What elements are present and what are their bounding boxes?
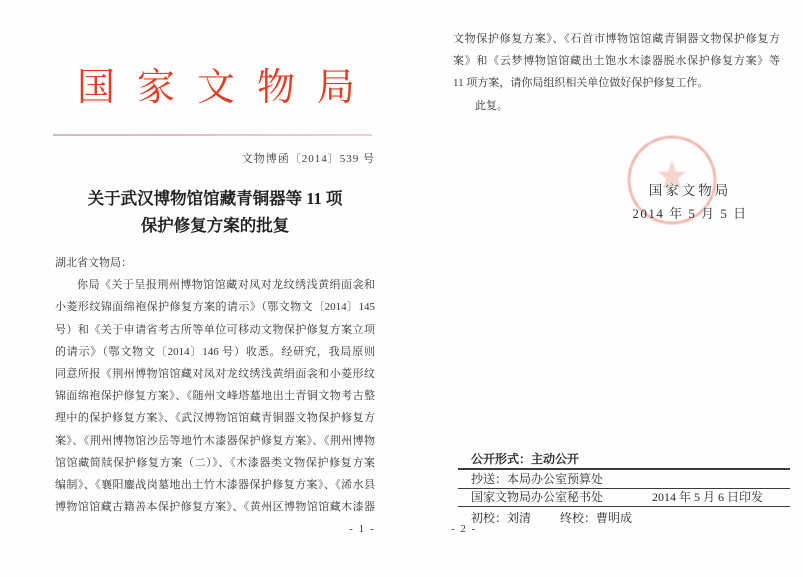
body-line: 案》、《荆州博物馆沙岳等地竹木漆器保护修复方案》、《荆州博物: [55, 434, 375, 447]
masthead-divider: [53, 134, 372, 136]
body-line: 案》和《云梦博物馆馆藏出土饱水木漆器脱水保护修复方案》等: [453, 55, 780, 68]
final-proofreader: 终校：曹明成: [560, 511, 633, 525]
body-line: 锦面绵袍保护修复方案》、《随州文峰塔墓地出土青铜文物考古整: [55, 390, 375, 403]
cc-row: 抄送：本局办公室预算处: [471, 472, 604, 486]
signer-name: 国家文物局: [648, 183, 732, 198]
signature-block: [605, 180, 775, 226]
page1-number: - 1 -: [349, 523, 375, 535]
signature-date: 2014 年 5 月 5 日: [632, 206, 748, 221]
body-line: 你局《关于呈报荆州博物馆馆藏对凤对龙纹绣浅黄绢面衾和: [77, 279, 375, 292]
document-number: 文物博函〔2014〕539 号: [241, 153, 375, 165]
body-line: 同意所报《荆州博物馆馆藏对凤对龙纹绣浅黄绢面衾和小菱形纹: [55, 367, 375, 380]
print-date: 2014 年 5 月 6 日印发: [651, 490, 763, 504]
publicity-row: 公开形式：主动公开: [471, 452, 580, 466]
document-title: [55, 185, 375, 239]
body-line: 理中的保护修复方案》、《武汉博物馆馆藏青铜器文物保护修复方: [55, 412, 375, 425]
page2-number: - 2 -: [451, 523, 477, 535]
body-line: 馆馆藏简牍保护修复方案（二）》、《木漆器类文物保护修复方案: [55, 456, 375, 469]
agency-masthead: 国家文物局: [77, 67, 378, 109]
body-line: 11 项方案，请你局组织相关单位做好保护修复工作。: [453, 77, 709, 90]
body-line: 号）和《关于申请省考古所等单位可移动文物保护修复方案立项: [55, 323, 375, 336]
document-title-line2: 保护修复方案的批复: [140, 216, 290, 235]
body-line: 编制》、《襄阳鏖战岗墓地出土竹木漆器保护修复方案》、《浠水县: [55, 478, 375, 491]
page2-body: [453, 28, 780, 117]
body-line: 此复。: [475, 99, 508, 112]
body-line: 的请示》（鄂文物文〔2014〕146 号）收悉。经研究，我局原则: [55, 345, 375, 358]
page1-body: [55, 252, 375, 518]
first-proofreader: 初校：刘清: [471, 511, 532, 525]
document-footer: [458, 451, 790, 526]
body-line: 小菱形纹锦面绵袍保护修复方案的请示》（鄂文物文〔2014〕145: [55, 301, 375, 314]
body-line: 文物保护修复方案》、《石首市博物馆馆藏青铜器文物保护修复方: [453, 33, 780, 45]
body-line: 博物馆馆藏古籍善本保护修复方案》、《黄州区博物馆馆藏木漆器: [55, 501, 375, 514]
issuer-office: 国家文物局办公室秘书处: [471, 490, 604, 504]
document-title-line1: 关于武汉博物馆馆藏青铜器等 11 项: [87, 189, 343, 208]
issuer-row: [458, 489, 790, 506]
proof-row: [458, 507, 790, 526]
salutation: 湖北省文物局：: [55, 257, 132, 269]
